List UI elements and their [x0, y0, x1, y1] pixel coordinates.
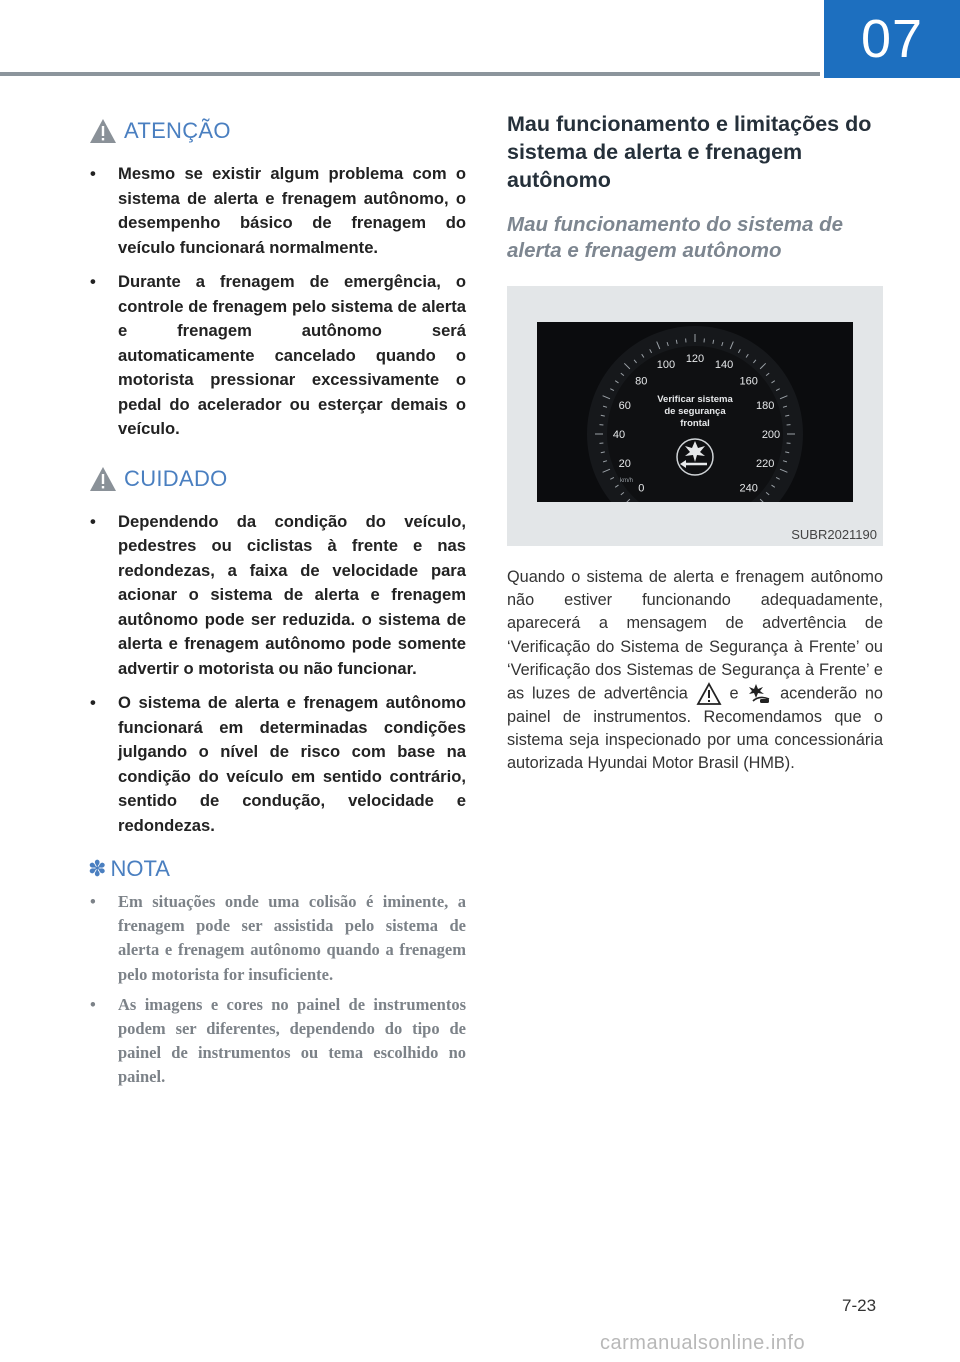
speed-label: 0	[638, 482, 645, 495]
cuidado-title: CUIDADO	[124, 465, 228, 491]
speed-label: 100	[656, 358, 676, 371]
paragraph-joiner: e	[729, 684, 739, 703]
cluster-message-line2: de segurança	[664, 406, 726, 417]
asterisk-icon: ✽	[88, 856, 107, 881]
subsection-title: Mau funcionamento do sistema de alerta e frenagem autônomo	[507, 213, 844, 262]
figure-code: SUBR2021190	[791, 527, 877, 542]
atencao-title: ATENÇÃO	[124, 118, 231, 143]
cluster-unit: km/h	[620, 478, 634, 484]
speed-label: 240	[739, 482, 758, 495]
section-title: Mau funcionamento e limitações do sistema de alerta e frenagem autônomo	[507, 112, 872, 192]
paragraph-text-part2: acenderão no painel de instrumentos. Recomendamos que o sistema seja inspecionado por uma concessionária autorizada Hyundai Motor Brasil (HMB).	[507, 684, 883, 773]
warning-light-icon	[696, 682, 722, 706]
cluster-message-line1: Verificar sistema	[657, 394, 733, 405]
cuidado-heading	[88, 460, 466, 498]
list-item: • O sistema de alerta e frenagem autônomo funcionará em determinadas condições julgando o nível de risco com base na condição do veículo em sentido contrário, sentido de condução, velocidade e redondezas.	[88, 691, 466, 838]
speed-label: 140	[714, 358, 734, 371]
warning-triangle-icon	[88, 117, 118, 145]
atencao-heading	[88, 112, 466, 150]
speed-label: 220	[756, 458, 775, 471]
instrument-cluster-image	[537, 322, 853, 502]
chapter-tab: 07	[824, 0, 960, 78]
speed-label: 80	[635, 375, 648, 388]
list-item: • Dependendo da condição do veículo, pedestres ou ciclistas à frente e nas redondezas, a faixa de velocidade para acionar o sistema de alerta e frenagem autônomo pode ser reduzida. o sistema de alerta e frenagem autônomo pode somente advertir o motorista ou não funcionar.	[88, 510, 466, 682]
watermark: carmanualsonline.info	[600, 1332, 806, 1354]
speed-label: 200	[761, 429, 781, 441]
cluster-message-line3: frontal	[680, 418, 710, 429]
nota-title: NOTA	[110, 856, 170, 881]
header-rule	[0, 72, 820, 76]
list-item: • Em situações onde uma colisão é iminente, a frenagem pode ser assistida pelo sistema de alerta e frenagem autônomo quando a frenagem pelo motorista for insuficiente.	[88, 890, 466, 987]
speed-label: 120	[685, 353, 705, 365]
cluster-figure	[507, 286, 883, 546]
speed-label: 20	[618, 458, 631, 471]
atencao-list	[88, 162, 466, 442]
right-column	[507, 110, 883, 776]
list-item: • Durante a frenagem de emergência, o controle de frenagem pelo sistema de alerta e frenagem autônomo será automaticamente cancelado quando o motorista pressionar excessivamente o pedal do acelerador ou esterçar demais o veículo.	[88, 270, 466, 442]
nota-list	[88, 890, 466, 1090]
speed-label: 60	[618, 399, 631, 412]
speed-label: 160	[739, 375, 758, 388]
forward-collision-warning-icon	[746, 682, 772, 706]
left-column	[88, 112, 466, 1096]
list-item: • As imagens e cores no painel de instrumentos podem ser diferentes, dependendo do tipo de painel de instrumentos ou tema escolhido no painel.	[88, 993, 466, 1090]
body-paragraph	[507, 566, 883, 776]
list-item: • Mesmo se existir algum problema com o sistema de alerta e frenagem autônomo, o desempenho básico de frenagem do veículo funcionará normalmente.	[88, 162, 466, 260]
warning-triangle-icon	[88, 465, 118, 493]
paragraph-text-part1: Quando o sistema de alerta e frenagem autônomo não estiver funcionando adequadamente, aparecerá a mensagem de advertência de ‘Verificação do Sistema de Segurança à Frente’ ou ‘Verificação dos Sistemas de Segurança à Frente’ e as luzes de advertência	[507, 568, 883, 703]
nota-heading	[88, 856, 466, 882]
cuidado-list	[88, 510, 466, 839]
speed-label: 180	[756, 399, 775, 412]
page-number: 7-23	[842, 1296, 877, 1315]
speed-label: 40	[612, 429, 626, 441]
